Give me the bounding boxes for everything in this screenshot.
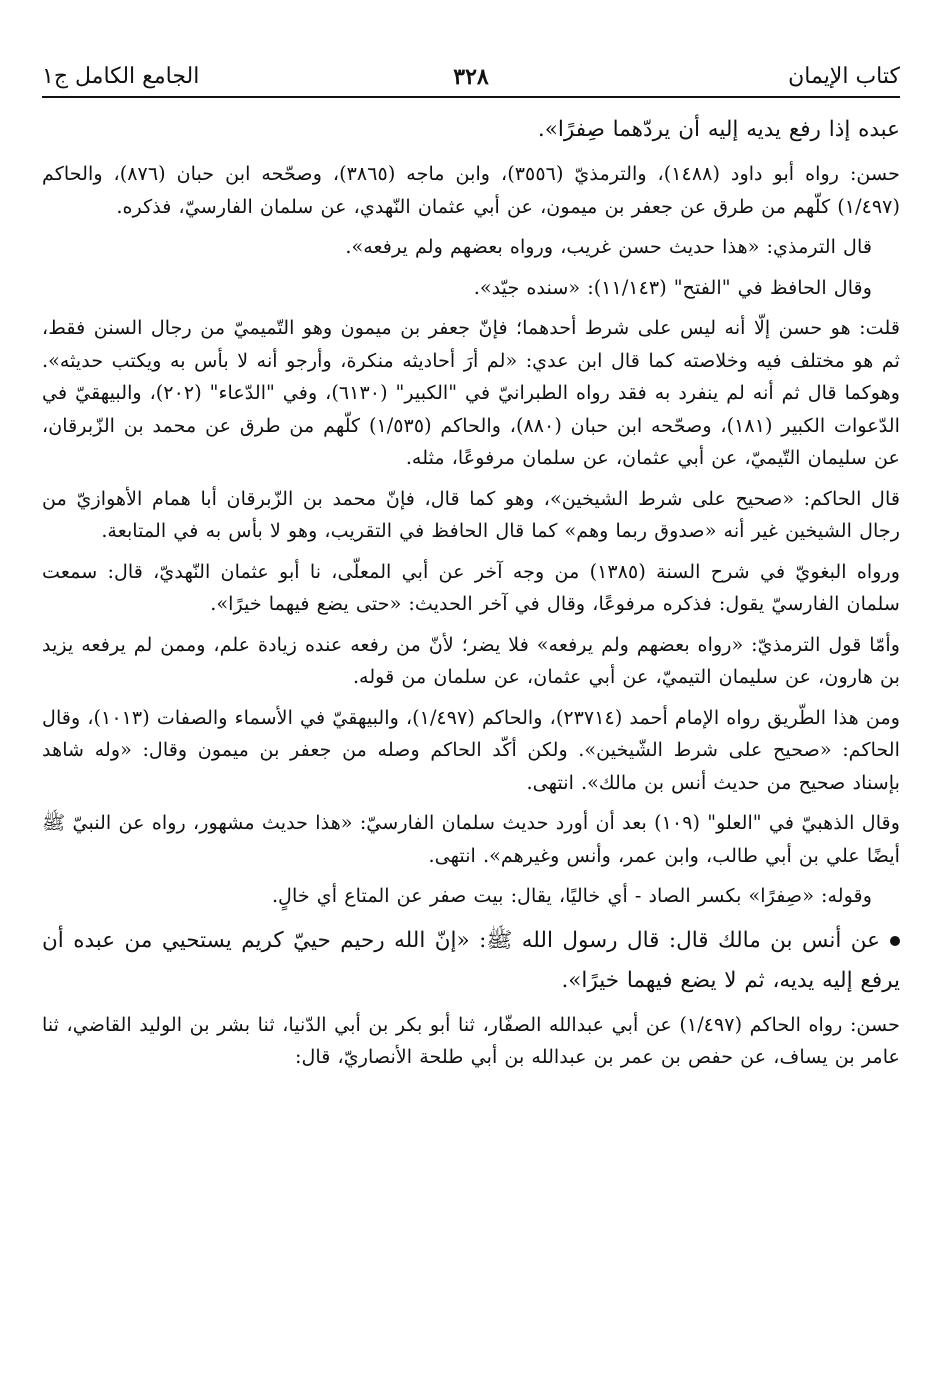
paragraph-hakim-quote: قال الحاكم: «صحيح على شرط الشيخين»، وهو كما قال، فإنّ محمد بن الزّبرقان أبا همام الأهوازيّ من رجال الشيخين غير أنه «صدوق ربما وهم» كما قال الحافظ في التقريب، وهو لا بأس به في المتابعة. xyxy=(42,486,900,542)
page-body xyxy=(42,110,900,1074)
paragraph-ahmad-route: ومن هذا الطّريق رواه الإمام أحمد (٢٣٧١٤)، والحاكم (١/٤٩٧)، والبيهقيّ في الأسماء والصفات (١٠١٣)، وقال الحاكم: «صحيح على شرط الشّيخين». ولكن أكّد الحاكم وصله من جعفر بن ميمون وقال: «وله شاهد بإسناد صحيح من حديث أنس بن مالك». انتهى. xyxy=(42,705,900,794)
paragraph-takhrij: حسن: رواه أبو داود (١٤٨٨)، والترمذيّ (٣٥٥٦)، وابن ماجه (٣٨٦٥)، وصحّحه ابن حبان (٨٧٦)، والحاكم (١/٤٩٧) كلّهم من طرق عن جعفر بن ميمون، عن أبي عثمان النّهدي، عن سلمان الفارسيّ، فذكره. xyxy=(42,162,900,218)
page-number: ٣٢٨ xyxy=(453,64,489,90)
bullet-icon xyxy=(890,936,900,946)
paragraph-tirmidhi-quote: قال الترمذي: «هذا حديث حسن غريب، ورواه بعضهم ولم يرفعه». xyxy=(345,235,872,258)
paragraph-final-takhrij: حسن: رواه الحاكم (١/٤٩٧) عن أبي عبدالله الصفّار، ثنا أبو بكر بن أبي الدّنيا، ثنا بشر بن الوليد القاضي، ثنا عامر بن يساف، عن حفص بن عمر بن عبدالله بن أبي طلحة الأنصاريّ، قال: xyxy=(42,1012,900,1068)
book-page xyxy=(42,56,900,1082)
header-chapter-title: كتاب الإيمان xyxy=(788,64,900,89)
paragraph-dhahabi: وقال الذهبيّ في "العلو" (١٠٩) بعد أن أورد حديث سلمان الفارسيّ: «هذا حديث مشهور، رواه عن النبيّ ﷺ أيضًا علي بن أبي طالب، وابن عمر، وأنس وغيرهم». انتهى. xyxy=(42,811,900,867)
header-book-title: الجامع الكامل ج١ xyxy=(42,64,200,89)
paragraph-new-hadith xyxy=(42,921,900,1001)
paragraph-hadith-end: عبده إذا رفع يديه إليه أن يردّهما صِفرًا». xyxy=(537,117,900,142)
running-header xyxy=(42,56,900,98)
new-hadith-text: عن أنس بن مالك قال: قال رسول الله ﷺ: «إنّ الله رحيم حييّ كريم يستحيي من عبده أن يرفع إليه يديه، ثم لا يضع فيهما خيرًا». xyxy=(42,927,900,993)
paragraph-baghawi: ورواه البغويّ في شرح السنة (١٣٨٥) من وجه آخر عن أبي المعلّى، نا أبو عثمان النّهديّ، قال: سمعت سلمان الفارسيّ يقول: فذكره مرفوعًا، وقال في آخر الحديث: «حتى يضع فيهما خيرًا». xyxy=(42,559,900,615)
paragraph-word-explanation: وقوله: «صِفرًا» بكسر الصاد - أي خاليًا، يقال: بيت صفر عن المتاع أي خالٍ. xyxy=(271,884,872,907)
paragraph-hafiz-quote: وقال الحافظ في "الفتح" (١١/١٤٣): «سنده جيّد». xyxy=(473,275,872,299)
paragraph-tirmidhi-response: وأمّا قول الترمذيّ: «رواه بعضهم ولم يرفعه» فلا يضر؛ لأنّ من رفعه عنده زيادة علم، وممن لم يرفعه يزيد بن هارون، عن سليمان التيميّ، عن أبي عثمان، عن سلمان من قوله. xyxy=(42,632,900,688)
paragraph-commentary: قلت: هو حسن إلّا أنه ليس على شرط أحدهما؛ فإنّ جعفر بن ميمون وهو التّميميّ من رجال السنن فقط، ثم هو مختلف فيه وخلاصته كما قال ابن عدي: «لم أرَ أحاديثه منكرة، وأرجو أنه لا بأس به ويكتب حديثه». وهوكما قال ثم أنه لم ينفرد به فقد رواه الطبرانيّ في "الكبير" (٦١٣٠)، وفي "الدّعاء" (٢٠٢)، والبيهقيّ في الدّعوات الكبير (١٨١)، وصحّحه ابن حبان (٨٨٠)، والحاكم (١/٥٣٥) كلّهم من طرق عن محمد بن الزّبرقان، عن سليمان التّيميّ، عن أبي عثمان، عن سلمان مرفوعًا، مثله. xyxy=(42,316,900,469)
